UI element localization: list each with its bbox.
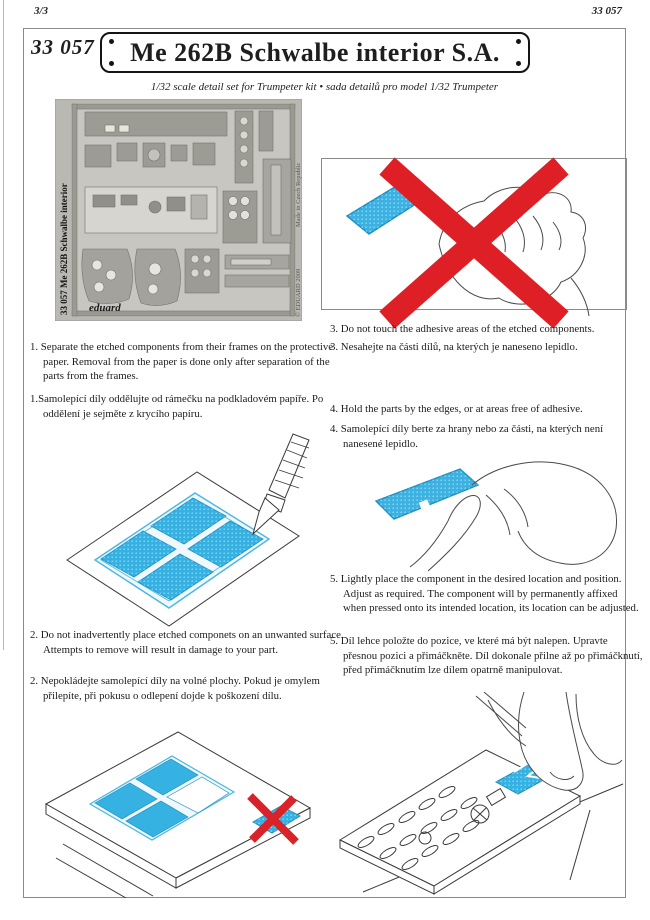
product-code: 33 057 xyxy=(31,35,95,59)
red-x-icon xyxy=(387,166,561,320)
do-not-touch-illustration xyxy=(321,158,627,326)
subtitle: 1/32 scale detail set for Trumpeter kit • sada detailů pro model 1/32 Trumpeter xyxy=(150,81,499,93)
sheet-catalog-number: 33 057 xyxy=(591,5,622,17)
rivet-dot xyxy=(516,39,521,44)
step2-text-en: 2. Do not inadvertently place etched componets on an unwanted surface. Attempts to remove will result in damage to your part. xyxy=(30,629,344,656)
made-in-label: Made in Czech Republic xyxy=(295,162,302,227)
page-title: Me 262B Schwalbe interior S.A. xyxy=(130,37,500,67)
etched-part-blue xyxy=(376,469,478,519)
hobby-knife-icon xyxy=(253,434,309,534)
rivet-dot xyxy=(109,39,114,44)
step3-text-cz: 3. Nesahejte na části dílů, na kterých je naneseno lepidlo. xyxy=(330,341,578,353)
rivet-dot xyxy=(109,61,114,66)
step1-text-cz: 1.Samolepící díly oddělujte od rámečku na podkladovém papíře. Po oddělení je sejměte z krycího papíru. xyxy=(30,393,324,420)
step2-text-cz: 2. Nepokládejte samolepící díly na volné plochy. Pokud je omylem přilepíte, při pokusu o odlepení dojde k poškození dílu. xyxy=(30,675,320,702)
brand-logo: eduard xyxy=(89,302,121,314)
title-plate xyxy=(100,32,530,73)
step4-text-cz: 4. Samolepící díly berte za hrany nebo za části, na kterých není nanesené lepidlo. xyxy=(330,423,604,450)
page-indicator: 3/3 xyxy=(34,5,49,17)
step3-text-en: 3. Do not touch the adhesive areas of the etched components. xyxy=(330,323,595,335)
rivet-dot xyxy=(516,61,521,66)
step5-text-en: 5. Lightly place the component in the desired location and position. Adjust as required. The component will by permanently affixed when pressed onto its intended location, its location can be adjusted. xyxy=(330,573,639,615)
mat-corner-line xyxy=(570,810,590,880)
step5-text-cz: 5. Díl lehce položte do pozice, ve které má být nalepen. Upravte přesnou pozici a přimáčkněte. Díl dokonale přilne až po přimáčknutí, před přimáčknutím lze dílem opatrně manipulovat. xyxy=(330,635,643,677)
etched-fret-photo xyxy=(55,99,302,321)
wrong-surface-illustration xyxy=(38,726,318,898)
copyright-label: © EDUARD 2009 xyxy=(295,268,302,317)
step4-text-en: 4. Hold the parts by the edges, or at areas free of adhesive. xyxy=(330,403,583,415)
hold-by-edges-illustration xyxy=(368,455,630,573)
fret-side-label: 33 057 Me 262B Schwalbe interior xyxy=(59,183,69,315)
page-edge-line xyxy=(3,0,4,650)
step1-text-en: 1. Separate the etched components from their frames on the protective paper. Removal from the paper is done only after separation of the parts from the frames. xyxy=(30,341,334,383)
place-component-illustration xyxy=(328,692,628,898)
separate-parts-illustration xyxy=(55,428,310,628)
